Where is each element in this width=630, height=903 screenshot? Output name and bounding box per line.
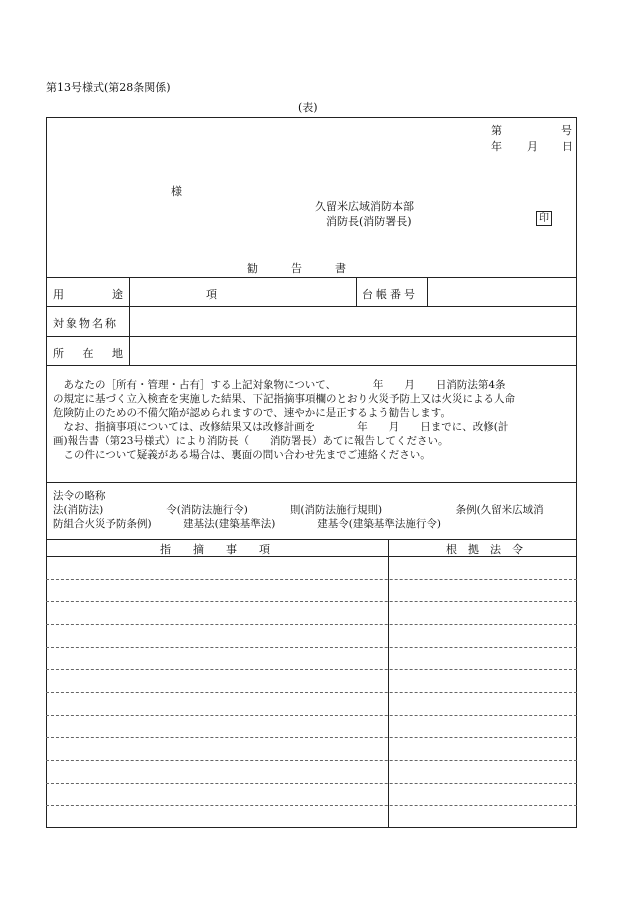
date-month-label: 月 bbox=[527, 140, 538, 153]
abbreviations-heading: 法令の略称 bbox=[53, 490, 106, 502]
form-number: 第13号様式(第28条関係) bbox=[46, 81, 171, 94]
body-line: この件について疑義がある場合は、裏面の問い合わせ先までご連絡ください。 bbox=[53, 449, 431, 461]
date-day-label: 日 bbox=[562, 140, 573, 153]
rule-location-bottom bbox=[46, 365, 577, 366]
usage-label bbox=[53, 286, 123, 302]
rule-abbrev-bottom bbox=[46, 539, 577, 540]
form-side-label: (表) bbox=[298, 101, 318, 114]
usage-label-char-2: 途 bbox=[112, 288, 123, 301]
number-label-suffix: 号 bbox=[561, 124, 572, 137]
form-frame bbox=[46, 117, 577, 828]
target-name-label: 対象物名称 bbox=[53, 317, 118, 330]
issuer-title: 消防長(消防署長) bbox=[326, 215, 412, 228]
rule-target-bottom bbox=[46, 336, 577, 337]
rule-title-bottom bbox=[46, 277, 577, 278]
rule-usage-divider-1 bbox=[356, 277, 357, 306]
issuer-organization: 久留米広域消防本部 bbox=[315, 200, 414, 213]
findings-row-separator bbox=[46, 624, 577, 625]
findings-row-separator bbox=[46, 783, 577, 784]
recommendation-body bbox=[53, 378, 515, 462]
abbreviations-line: 法(消防法) 令(消防法施行令) 則(消防法施行規則) 条例(久留米広域消 bbox=[53, 504, 544, 516]
body-line: 画)報告書（第23号様式）により消防長（ 消防署長）あてに報告してください。 bbox=[53, 435, 449, 447]
findings-row-separator bbox=[46, 760, 577, 761]
findings-row-separator bbox=[46, 579, 577, 580]
abbreviations-line: 防組合火災予防条例) 建基法(建築基準法) 建基令(建築基準法施行令) bbox=[53, 518, 441, 530]
findings-row-separator bbox=[46, 715, 577, 716]
ledger-number-label: 台帳番号 bbox=[362, 288, 418, 301]
law-abbreviations bbox=[53, 489, 544, 531]
location-label-char-2: 在 bbox=[82, 347, 94, 360]
rule-usage-divider-2 bbox=[427, 277, 428, 306]
usage-item-label: 項 bbox=[206, 288, 217, 301]
findings-row-separator bbox=[46, 669, 577, 670]
location-label-char-3: 地 bbox=[112, 347, 123, 360]
body-line: 危険防止のための不備欠陥が認められますので、速やかに是正するよう勧告します。 bbox=[53, 407, 451, 419]
findings-row-separator bbox=[46, 601, 577, 602]
legal-basis-column-header: 根 拠 法 令 bbox=[446, 543, 523, 556]
findings-row-separator bbox=[46, 647, 577, 648]
date-year-label: 年 bbox=[491, 140, 502, 153]
body-line: あなたの［所有・管理・占有］する上記対象物について、 年 月 日消防法第4条 bbox=[53, 379, 506, 391]
findings-row-separator bbox=[46, 737, 577, 738]
usage-label-char-1: 用 bbox=[53, 288, 64, 301]
findings-row-separator bbox=[46, 692, 577, 693]
body-line: なお、指摘事項については、改修結果又は改修計画を 年 月 日までに、改修(計 bbox=[53, 421, 509, 433]
rule-usage-bottom bbox=[46, 306, 577, 307]
seal-stamp-box: 印 bbox=[536, 211, 552, 226]
addressee-suffix: 様 bbox=[171, 185, 182, 198]
location-label bbox=[53, 345, 123, 361]
location-label-char-1: 所 bbox=[53, 347, 64, 360]
rule-field-label-divider bbox=[129, 277, 130, 365]
document-title: 勧 告 書 bbox=[247, 262, 346, 275]
body-line: の規定に基づく立入検査を実施した結果、下記指摘事項欄のとおり火災予防上又は火災による人命 bbox=[53, 393, 515, 405]
rule-body-bottom bbox=[46, 482, 577, 483]
findings-row-separator bbox=[46, 805, 577, 806]
rule-findings-column-divider bbox=[388, 539, 389, 828]
findings-column-header: 指 摘 事 項 bbox=[160, 543, 270, 556]
number-label-prefix: 第 bbox=[491, 124, 502, 137]
